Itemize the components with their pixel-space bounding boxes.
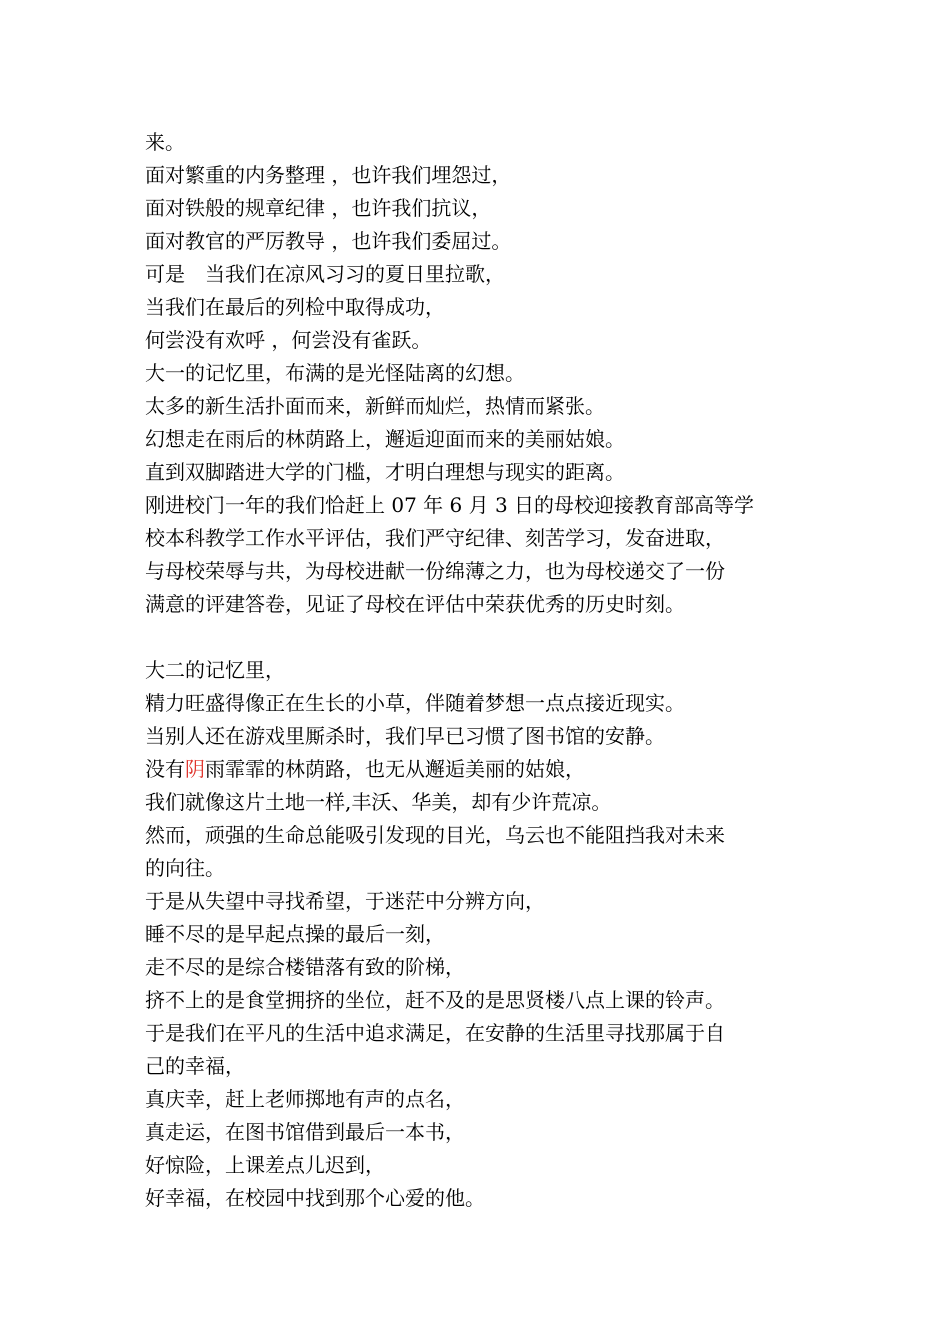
text-line: 好幸福，在校园中找到那个心爱的他。 (145, 1186, 485, 1210)
text-line: 直到双脚踏进大学的门槛，才明白理想与现实的距离。 (145, 460, 625, 484)
text-line: 来。 (145, 130, 185, 154)
text-line: 刚进校门一年的我们恰赶上 07 年 6 月 3 日的母校迎接教育部高等学 (145, 493, 755, 517)
text-line: 当别人还在游戏里厮杀时，我们早已习惯了图书馆的安静。 (145, 724, 665, 748)
text-line: 于是我们在平凡的生活中追求满足，在安静的生活里寻找那属于自 (145, 1021, 725, 1045)
text-line: 面对繁重的内务整理 ，也许我们埋怨过， (145, 163, 512, 187)
paragraph-gap (145, 621, 825, 654)
text-line: 走不尽的是综合楼错落有致的阶梯， (145, 955, 465, 979)
text-line: 何尝没有欢呼 ，何尝没有雀跃。 (145, 328, 432, 352)
text-line: 挤不上的是食堂拥挤的坐位，赶不及的是思贤楼八点上课的铃声。 (145, 988, 725, 1012)
line-prefix: 没有 (145, 757, 185, 781)
text-line: 于是从失望中寻找希望，于迷茫中分辨方向， (145, 889, 545, 913)
text-line: 面对教官的严厉教导 ，也许我们委屈过。 (145, 229, 512, 253)
text-line: 大一的记忆里，布满的是光怪陆离的幻想。 (145, 361, 525, 385)
text-line: 满意的评建答卷，见证了母校在评估中荣获优秀的历史时刻。 (145, 592, 685, 616)
text-line: 好惊险，上课差点儿迟到， (145, 1153, 385, 1177)
text-line: 幻想走在雨后的林荫路上，邂逅迎面而来的美丽姑娘。 (145, 427, 625, 451)
text-line: 与母校荣辱与共，为母校进献一份绵薄之力，也为母校递交了一份 (145, 559, 725, 583)
section-heading: 大二的记忆里， (145, 658, 285, 682)
text-line: 我们就像这片土地一样,丰沃、华美，却有少许荒凉。 (145, 790, 612, 814)
text-line: 己的幸福， (145, 1054, 245, 1078)
text-line: 精力旺盛得像正在生长的小草，伴随着梦想一点点接近现实。 (145, 691, 685, 715)
highlighted-character: 阴 (185, 757, 205, 781)
text-line: 面对铁般的规章纪律 ，也许我们抗议， (145, 196, 492, 220)
text-line: 当我们在最后的列检中取得成功， (145, 295, 445, 319)
text-line-with-highlight (145, 753, 825, 786)
document-body (145, 126, 825, 1215)
text-line: 校本科教学工作水平评估，我们严守纪律、刻苦学习，发奋进取， (145, 526, 725, 550)
text-line: 真庆幸，赶上老师掷地有声的点名， (145, 1087, 465, 1111)
text-line: 睡不尽的是早起点操的最后一刻， (145, 922, 445, 946)
line-suffix: 雨霏霏的林荫路，也无从邂逅美丽的姑娘， (205, 757, 585, 781)
text-line: 可是 当我们在凉风习习的夏日里拉歌， (145, 262, 505, 286)
text-line: 太多的新生活扑面而来，新鲜而灿烂，热情而紧张。 (145, 394, 605, 418)
text-line: 真走运，在图书馆借到最后一本书， (145, 1120, 465, 1144)
text-line: 然而，顽强的生命总能吸引发现的目光，乌云也不能阻挡我对未来 (145, 823, 725, 847)
text-line: 的向往。 (145, 856, 225, 880)
